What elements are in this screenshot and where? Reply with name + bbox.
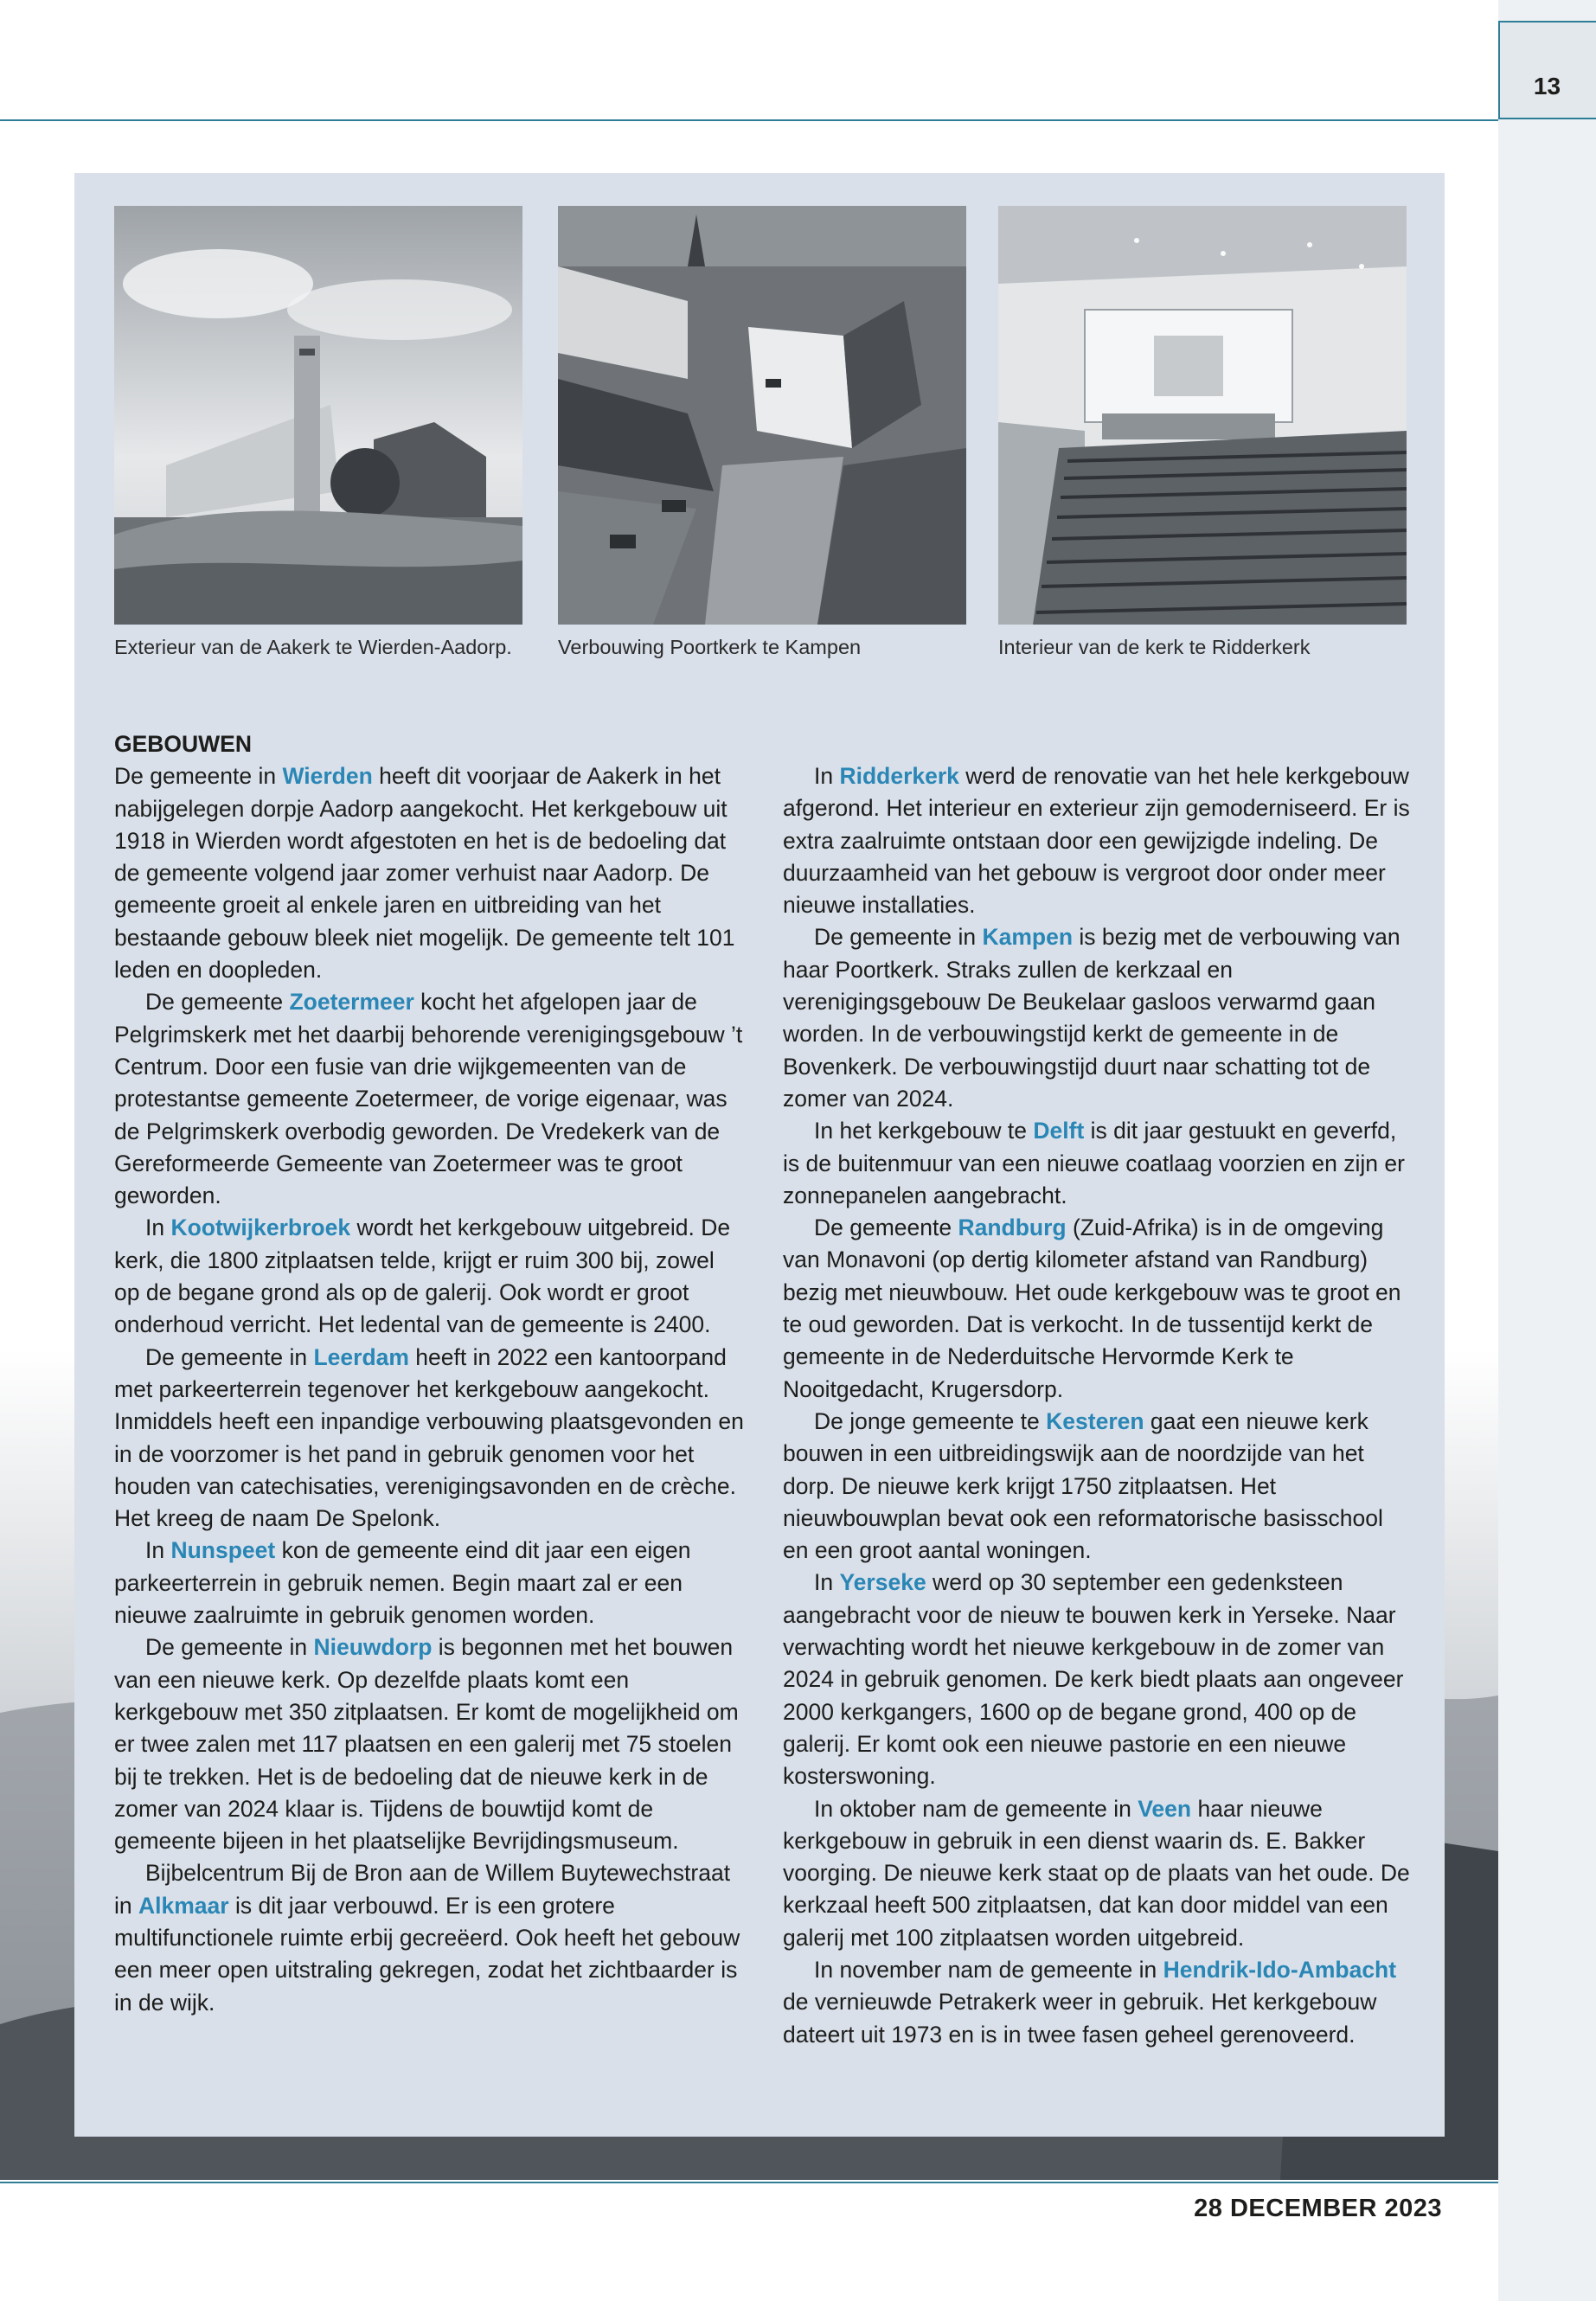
paragraph: De gemeente in Kampen is bezig met de verbouwing van haar Poortkerk. Straks zullen de kerkzaal en verenigingsgebouw De Beukelaar gasloos verwarmd gaan worden. In de verbouwingstijd kerkt de gemeente in de Bovenkerk. De verbouwingstijd duurt naar schatting tot de zomer van 2024. (783, 924, 1401, 1112)
paragraph: In het kerkgebouw te Delft is dit jaar gestuukt en geverfd, is de buitenmuur van een nieuwe coatlaag voorzien en zijn er zonnepanelen aangebracht. (783, 1118, 1405, 1208)
paragraph: In Kootwijkerbroek wordt het kerkgebouw uitgebreid. De kerk, die 1800 zitplaatsen telde, krijgt er ruim 300 bij, zowel op de begane grond als op de galerij. Ook wordt er groot onderhoud verricht. Het ledental van de gemeente is 2400. (114, 1215, 731, 1338)
place-name: Kampen (982, 924, 1074, 951)
place-name: Kesteren (1046, 1407, 1144, 1434)
paragraph: De gemeente in Wierden heeft dit voorjaar de Aakerk in het nabijgelegen dorpje Aadorp aangekocht. Het kerkgebouw uit 1918 in Wierden wordt afgestoten en het is de bedoeling dat de gemeente volgend jaar zomer verhuist naar Aadorp. De gemeente groeit al enkele jaren en uitbreiding van het bestaande gebouw bleek niet mogelijk. De gemeente telt 101 leden en doopleden. (114, 763, 735, 984)
photo-aakerk-exterior (114, 206, 522, 625)
place-name: Nieuwdorp (313, 1634, 433, 1661)
place-name: Ridderkerk (839, 763, 959, 789)
place-name: Yerseke (839, 1569, 926, 1596)
paragraph: De gemeente in Nieuwdorp is begonnen met het bouwen van een nieuwe kerk. Op dezelfde plaats komt een kerkgebouw met 350 zitplaatsen. Er komt de mogelijkheid om er twee zalen met 117 plaatsen en een galerij met 75 stoelen bij te trekken. Het is de bedoeling dat de nieuwe kerk in de zomer van 2024 klaar is. Tijdens de bouwtijd komt de gemeente bijeen in het plaatselijke Bevrijdingsmuseum. (114, 1634, 739, 1855)
section-heading: GEBOUWEN (114, 731, 252, 757)
paragraph: In Yerseke werd op 30 september een gedenksteen aangebracht voor de nieuw te bouwen kerk in Yerseke. Naar verwachting wordt het nieuwe kerkgebouw in de zomer van 2024 in gebruik genomen. De kerk biedt plaats aan ongeveer 2000 kerkgangers, 1600 op de begane grond, 400 op de galerij. Er komt ook een nieuwe pastorie en een nieuwe kosterswoning. (783, 1569, 1404, 1790)
place-name: Delft (1033, 1118, 1085, 1144)
right-margin-strip (1498, 0, 1596, 2301)
paragraph: Bijbelcentrum Bij de Bron aan de Willem Buytewechstraat in Alkmaar is dit jaar verbouwd. Er is een grotere multifunctionele ruimte erbij gecreëerd. Ook heeft het gebouw een meer open uitstraling gekregen, zodat het zichtbaarder is in de wijk. (114, 1860, 740, 2016)
article-column-right (783, 760, 1413, 2051)
caption-photo-2: Verbouwing Poortkerk te Kampen (558, 636, 862, 658)
page-number-tab (1498, 21, 1596, 119)
caption-photo-3: Interieur van de kerk te Ridderkerk (998, 636, 1311, 658)
paragraph: In november nam de gemeente in Hendrik-Ido-Ambacht de vernieuwde Petrakerk weer in gebruik. Het kerkgebouw dateert uit 1973 en is in twee fasen geheel gerenoveerd. (783, 1956, 1397, 2048)
page-number: 13 (1533, 73, 1561, 99)
place-name: Zoetermeer (289, 989, 414, 1016)
paragraph: De gemeente Zoetermeer kocht het afgelopen jaar de Pelgrimskerk met het daarbij behorende verenigingsgebouw ’t Centrum. Door een fusie van drie wijkgemeenten van de protestantse gemeente Zoetermeer, de vorige eigenaar, was de Pelgrimskerk overbodig geworden. De Vredekerk van de Gereformeerde Gemeente van Zoetermeer was te groot geworden. (114, 989, 743, 1209)
place-name: Wierden (282, 763, 373, 790)
place-name: Randburg (958, 1215, 1067, 1241)
paragraph: In Nunspeet kon de gemeente eind dit jaar een eigen parkeerterrein in gebruik nemen. Begin maart zal er een nieuwe zaalruimte in gebruik genomen worden. (114, 1537, 691, 1629)
place-name: Leerdam (313, 1343, 409, 1370)
paragraph: De gemeente in Leerdam heeft in 2022 een kantoorpand met parkeerterrein tegenover het kerkgebouw aangekocht. Inmiddels heeft een inpandige verbouwing plaatsgevonden en in de voorzomer is het pand in gebruik genomen voor het houden van catechisaties, verenigingsavonden en de crèche. Het kreeg de naam De Spelonk. (114, 1343, 744, 1532)
place-name: Nunspeet (170, 1537, 276, 1564)
paragraph: In oktober nam de gemeente in Veen haar nieuwe kerkgebouw in gebruik in een dienst waarin ds. E. Bakker voorging. De nieuwe kerk staat op de plaats van het oude. De kerkzaal heeft 500 zitplaatsen, dat kan door middel van een galerij met 100 zitplaatsen worden uitgebreid. (783, 1795, 1410, 1951)
header-rule (0, 119, 1498, 121)
place-name: Hendrik-Ido-Ambacht (1163, 1956, 1397, 1983)
footer-date: 28 DECEMBER 2023 (1194, 2195, 1442, 2222)
paragraph: De gemeente Randburg (Zuid-Afrika) is in de omgeving van Monavoni (op dertig kilometer afstand van Randburg) bezig met nieuwbouw. Het oude kerkgebouw was te groot en te oud geworden. Dat is verkocht. In de tussentijd kerkt de gemeente in de Nederduitsche Hervormde Kerk te Nooitgedacht, Krugersdorp. (783, 1215, 1401, 1402)
article-column-left (114, 728, 744, 2019)
place-name: Alkmaar (138, 1892, 229, 1919)
footer-rule (0, 2182, 1498, 2183)
caption-photo-1: Exterieur van de Aakerk te Wierden-Aadorp. (114, 636, 512, 658)
place-name: Kootwijkerbroek (170, 1215, 351, 1241)
paragraph: De jonge gemeente te Kesteren gaat een nieuwe kerk bouwen in een uitbreidingswijk aan de noordzijde van het dorp. De nieuwe kerk krijgt 1750 zitplaatsen. Het nieuwbouwplan bevat ook een reformatorische basisschool en een groot aantal woningen. (783, 1407, 1383, 1564)
place-name: Veen (1138, 1795, 1192, 1822)
photo-poortkerk-aerial (558, 206, 966, 625)
paragraph: In Ridderkerk werd de renovatie van het hele kerkgebouw afgerond. Het interieur en exterieur zijn gemoderniseerd. Er is extra zaalruimte ontstaan door een gewijzigde indeling. De duurzaamheid van het gebouw is vergroot door onder meer nieuwe installaties. (783, 763, 1410, 919)
photo-ridderkerk-interior (998, 206, 1407, 625)
